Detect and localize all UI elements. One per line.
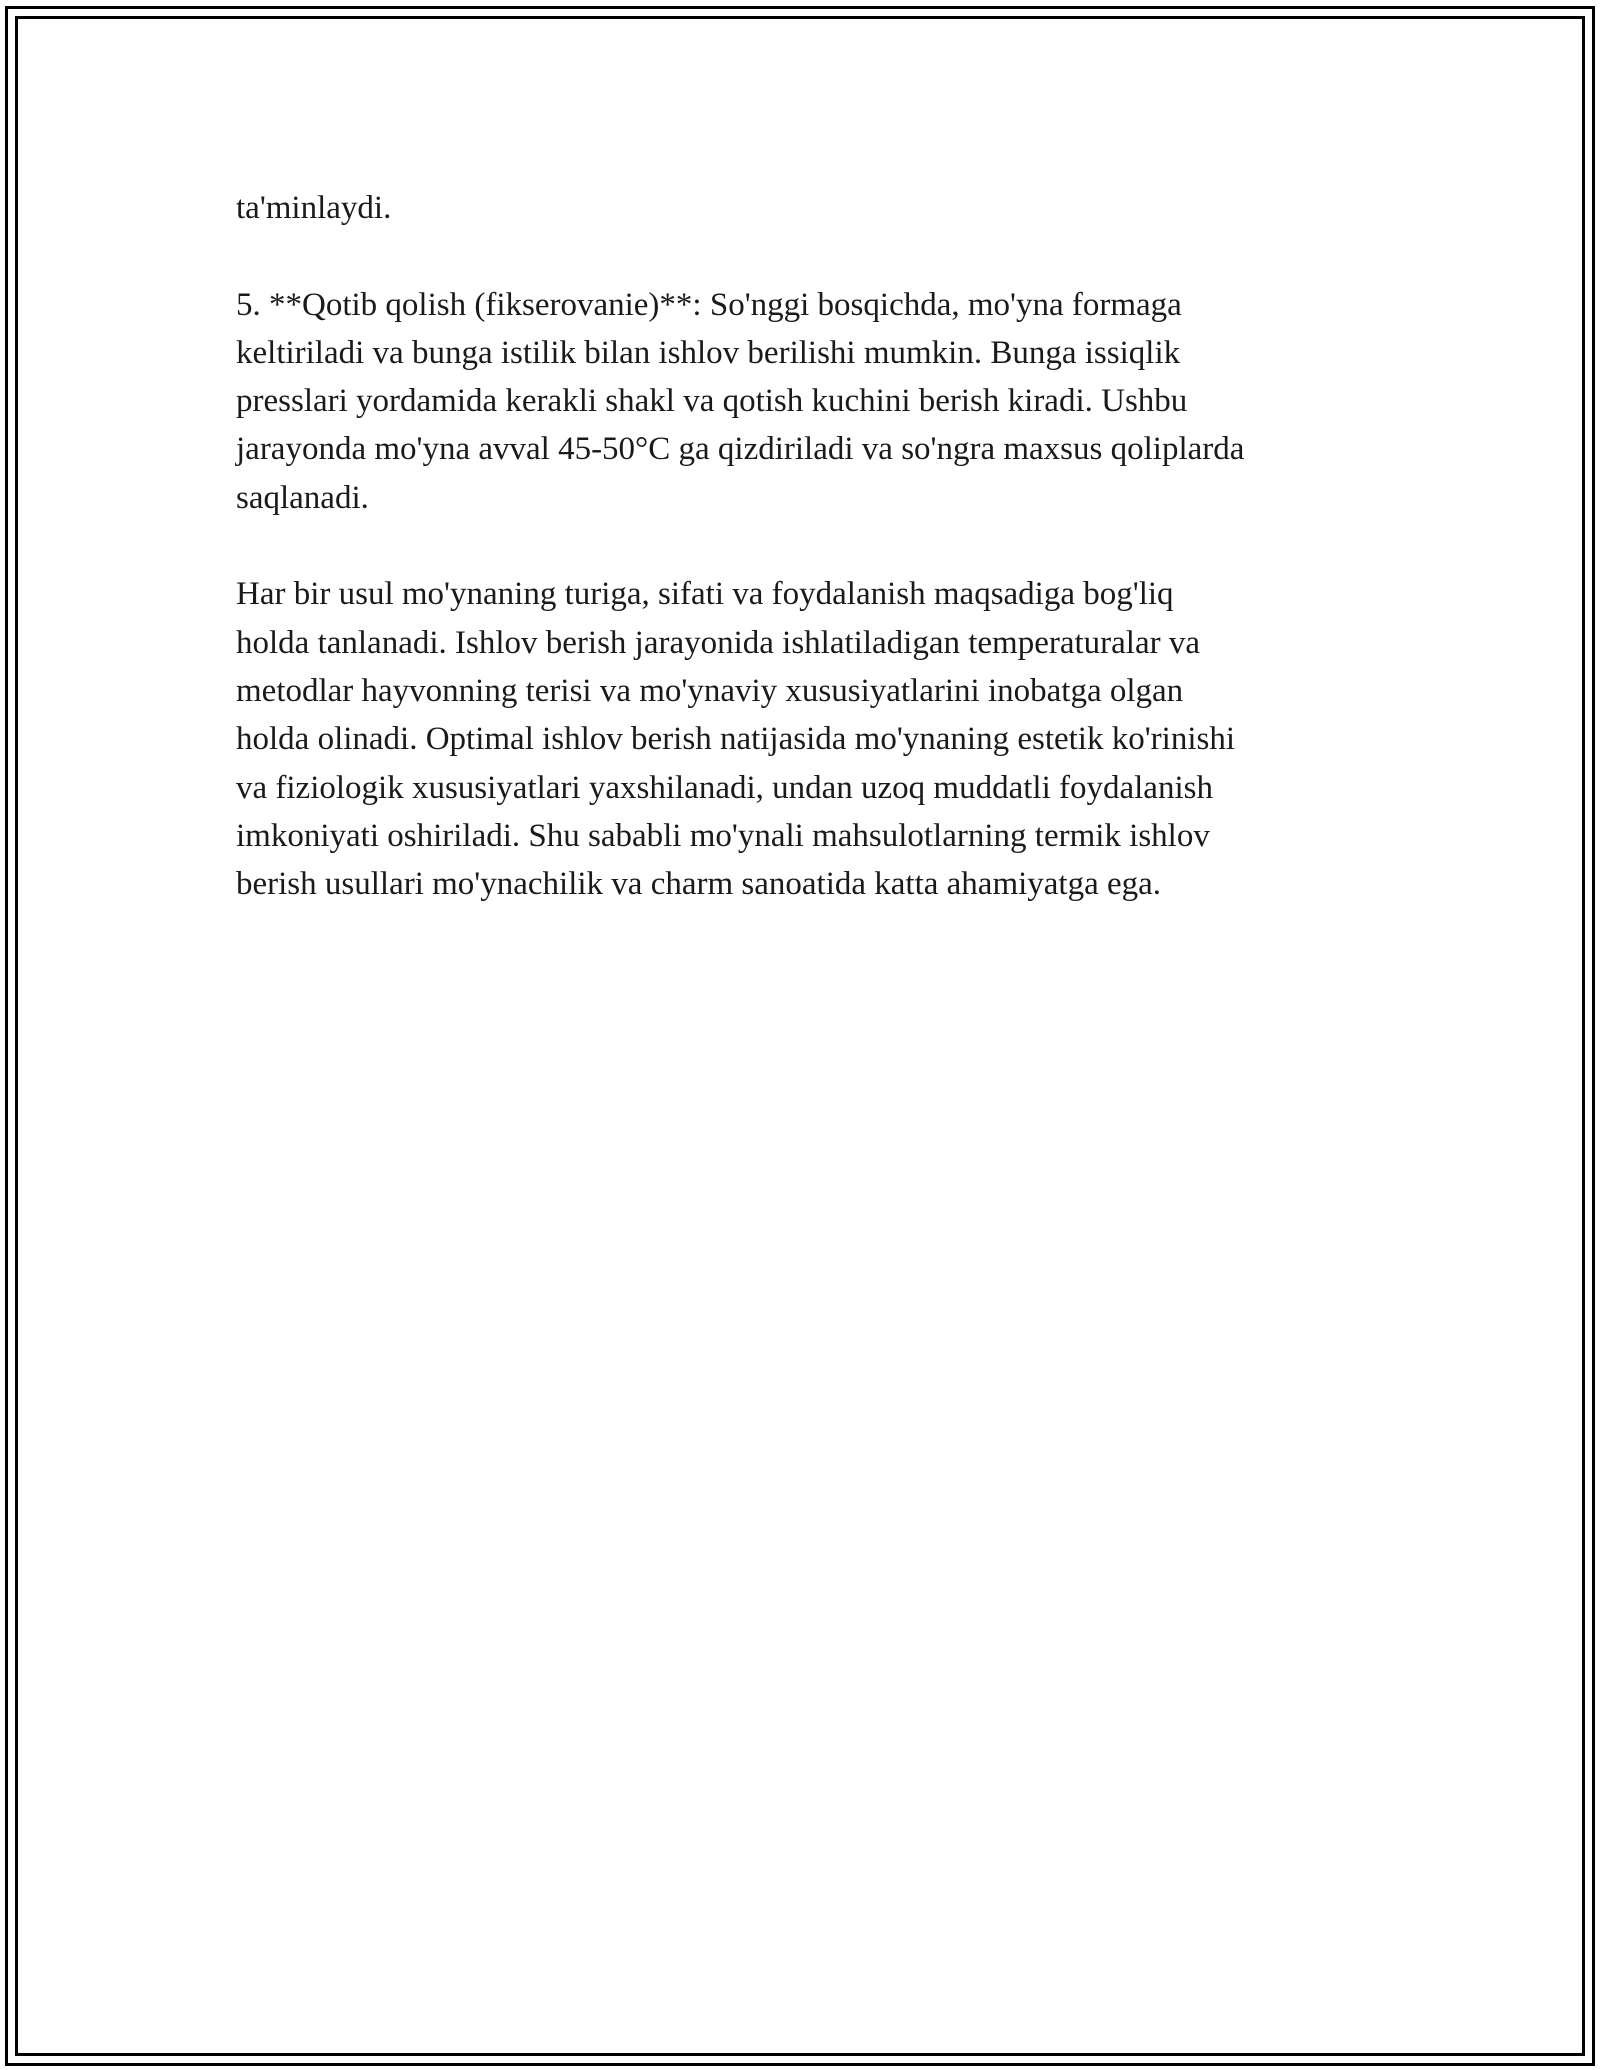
text-line: saqlanadi. (236, 479, 369, 516)
text-line: berish usullari mo'ynachilik va charm sanoatida katta ahamiyatga ega. (236, 866, 1162, 903)
text-line: ta'minlaydi. (236, 190, 392, 226)
text-line: metodlar hayvonning terisi va mo'ynaviy xususiyatlarini inobatga olgan (236, 672, 1184, 709)
paragraph-conclusion (236, 570, 1376, 908)
text-line: holda tanlanadi. Ishlov berish jarayonida ishlatiladigan temperaturalar va (236, 624, 1200, 661)
text-line: va fiziologik xususiyatlari yaxshilanadi, undan uzoq muddatli foydalanish (236, 769, 1213, 806)
text-line: presslari yordamida kerakli shakl va qotish kuchini berish kiradi. Ushbu (236, 383, 1188, 420)
text-line: holda olinadi. Optimal ishlov berish natijasida mo'ynaning estetik ko'rinishi (236, 721, 1236, 758)
text-line: keltiriladi va bunga istilik bilan ishlov berilishi mumkin. Bunga issiqlik (236, 334, 1181, 371)
text-line: 5. **Qotib qolish (fikserovanie)**: So'nggi bosqichda, mo'yna formaga (236, 286, 1182, 323)
text-line: Har bir usul mo'ynaning turiga, sifati va foydalanish maqsadiga bog'liq (236, 576, 1174, 613)
paragraph-continuation (236, 184, 1376, 232)
paragraph-step-5-fixation (236, 281, 1376, 522)
text-line: jarayonda mo'yna avval 45-50°C ga qizdiriladi va so'ngra maxsus qoliplarda (236, 431, 1245, 468)
document-body (236, 184, 1376, 908)
text-line: imkoniyati oshiriladi. Shu sababli mo'ynali mahsulotlarning termik ishlov (236, 817, 1210, 854)
